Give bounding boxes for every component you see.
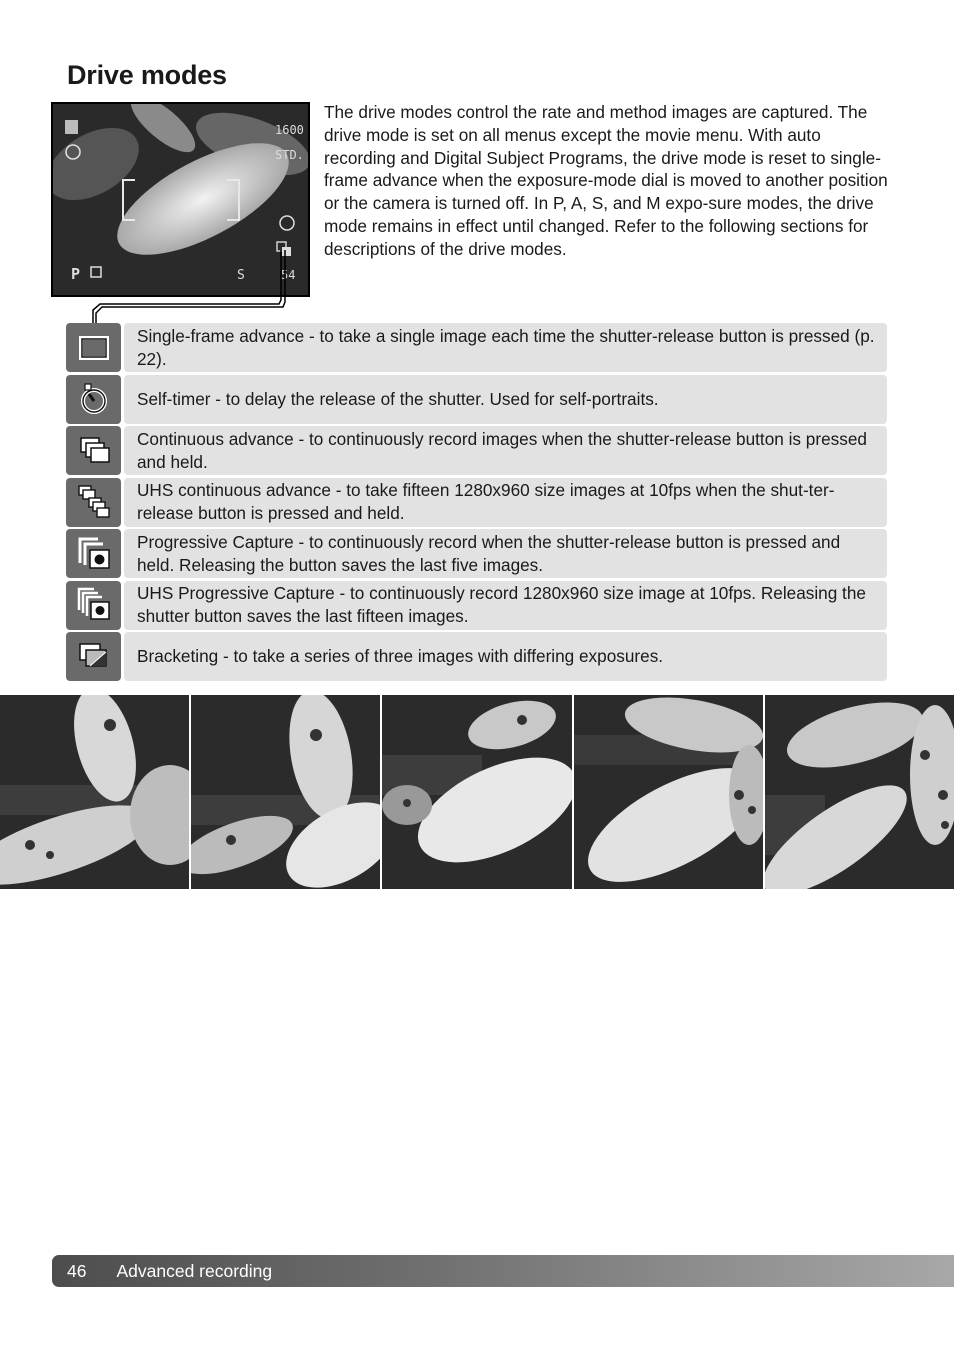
koi-photo-3: [382, 695, 571, 889]
mode-description: Self-timer - to delay the release of the shutter. Used for self-portraits.: [124, 375, 887, 424]
koi-photo-1: [0, 695, 189, 889]
mode-description: UHS continuous advance - to take fifteen 1280x960 size images at 10fps when the shut-ter-release button is pressed and held.: [124, 478, 887, 527]
list-item: [66, 632, 887, 681]
list-item: [66, 426, 887, 475]
list-item: [66, 529, 887, 578]
uhs-progressive-capture-icon: [66, 581, 121, 630]
single-frame-icon: [66, 323, 121, 372]
list-item: [66, 323, 887, 372]
mode-description: Continuous advance - to continuously record images when the shutter-release button is pressed and held.: [124, 426, 887, 475]
page-number: 46: [67, 1260, 87, 1281]
photo-sequence: [0, 695, 954, 889]
list-item: [66, 478, 887, 527]
list-item: [66, 581, 887, 630]
mode-description: Single-frame advance - to take a single image each time the shutter-release button is pressed (p. 22).: [124, 323, 887, 372]
lcd-frames: 54: [281, 268, 296, 282]
page-title: Drive modes: [67, 60, 227, 90]
koi-photo-4: [574, 695, 763, 889]
lcd-quality: STD.: [275, 148, 304, 162]
koi-photo-5: [765, 695, 954, 889]
koi-photo-2: [191, 695, 380, 889]
bracketing-icon: [66, 632, 121, 681]
lcd-mode: P: [71, 265, 81, 283]
uhs-continuous-icon: [66, 478, 121, 527]
section-name: Advanced recording: [116, 1260, 273, 1281]
mode-description: UHS Progressive Capture - to continuously record 1280x960 size image at 10fps. Releasing the shutter button saves the last fifteen images.: [124, 581, 887, 630]
mode-description: Progressive Capture - to continuously record when the shutter-release button is pressed and held. Releasing the button saves the last five images.: [124, 529, 887, 578]
continuous-advance-icon: [66, 426, 121, 475]
page-footer: [52, 1255, 954, 1287]
lcd-monitor-illustration: [51, 102, 310, 297]
intro-paragraph: The drive modes control the rate and method images are captured. The drive mode is set on all menus except the movie menu. With auto recording and Digital Subject Programs, the drive mode is reset to single-frame advance when the exposure-mode dial is moved to another position or the camera is turned off. In P, A, S, and M expo-sure modes, the drive mode remains in effect until changed. Refer to the following sections for descriptions of the drive modes.: [324, 102, 888, 259]
self-timer-icon: [66, 375, 121, 424]
lcd-metering: S: [237, 268, 245, 283]
lcd-iso: 1600: [275, 123, 304, 137]
drive-modes-list: [66, 323, 887, 684]
mode-description: Bracketing - to take a series of three images with differing exposures.: [124, 632, 887, 681]
progressive-capture-icon: [66, 529, 121, 578]
list-item: [66, 375, 887, 424]
